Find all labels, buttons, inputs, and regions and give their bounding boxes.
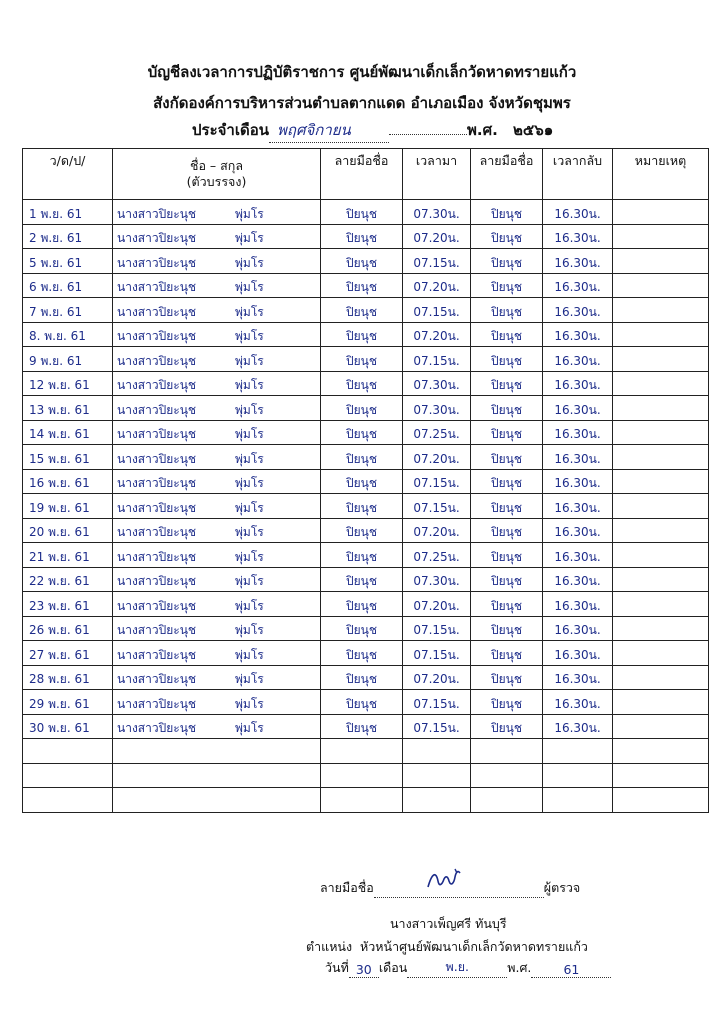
row-time-out: 16.30น. xyxy=(543,420,613,445)
row-name xyxy=(113,371,321,396)
row-time-in: 07.20น. xyxy=(403,273,471,298)
row-sign-out: ปิยนุช xyxy=(471,298,543,323)
table-row xyxy=(23,371,709,396)
row-first-name: นางสาวปิยะนุช xyxy=(117,623,197,637)
row-name xyxy=(113,469,321,494)
row-time-out: 16.30น. xyxy=(543,249,613,274)
row-sign-in: ปิยนุช xyxy=(321,445,403,470)
row-remark xyxy=(613,224,709,249)
table-row xyxy=(23,347,709,372)
row-first-name: นางสาวปิยะนุช xyxy=(117,353,197,368)
row-date: 27 พ.ย. 61 xyxy=(23,641,113,666)
form-subtitle: สังกัดองค์การบริหารส่วนตำบลตากแดด อำเภอเมือง จังหวัดชุมพร xyxy=(153,94,571,112)
row-time-out: 16.30น. xyxy=(543,714,613,739)
row-first-name: นางสาวปิยะนุช xyxy=(117,574,197,588)
row-remark xyxy=(613,298,709,323)
row-name xyxy=(113,690,321,715)
row-time-in: 07.15น. xyxy=(403,469,471,494)
row-sign-out: ปิยนุช xyxy=(471,469,543,494)
row-last-name: พุ่มโร xyxy=(235,525,264,539)
date-line xyxy=(325,957,611,978)
row-remark xyxy=(613,788,709,813)
row-time-out: 16.30น. xyxy=(543,543,613,568)
table-row xyxy=(23,518,709,543)
row-time-out: 16.30น. xyxy=(543,445,613,470)
row-sign-in: ปิยนุช xyxy=(321,592,403,617)
table-row xyxy=(23,273,709,298)
month-label: ประจำเดือน xyxy=(192,121,269,139)
row-last-name: พุ่มโร xyxy=(235,255,264,270)
position-line xyxy=(306,937,588,957)
row-last-name: พุ่มโร xyxy=(235,304,264,319)
row-date: 13 พ.ย. 61 xyxy=(23,396,113,421)
table-row xyxy=(23,298,709,323)
row-date: 14 พ.ย. 61 xyxy=(23,420,113,445)
table-row xyxy=(23,690,709,715)
row-first-name: นางสาวปิยะนุช xyxy=(117,598,197,613)
row-time-in: 07.30น. xyxy=(403,371,471,396)
row-last-name: พุ่มโร xyxy=(235,623,264,637)
row-time-out: 16.30น. xyxy=(543,224,613,249)
row-date: 15 พ.ย. 61 xyxy=(23,445,113,470)
row-time-out: 16.30น. xyxy=(543,396,613,421)
row-time-out: 16.30น. xyxy=(543,273,613,298)
row-date xyxy=(23,763,113,788)
row-date: 30 พ.ย. 61 xyxy=(23,714,113,739)
row-time-in xyxy=(403,739,471,764)
row-sign-out: ปิยนุช xyxy=(471,518,543,543)
row-last-name: พุ่มโร xyxy=(235,206,264,221)
row-first-name: นางสาวปิยะนุช xyxy=(117,329,197,343)
row-last-name: พุ่มโร xyxy=(235,231,264,245)
row-date: 29 พ.ย. 61 xyxy=(23,690,113,715)
row-sign-out: ปิยนุช xyxy=(471,396,543,421)
row-remark xyxy=(613,592,709,617)
row-name xyxy=(113,788,321,813)
row-first-name: นางสาวปิยะนุช xyxy=(117,378,197,392)
row-first-name: นางสาวปิยะนุช xyxy=(117,525,197,539)
row-last-name: พุ่มโร xyxy=(235,353,264,368)
row-first-name: นางสาวปิยะนุช xyxy=(117,304,197,319)
row-remark xyxy=(613,690,709,715)
row-time-out xyxy=(543,739,613,764)
row-remark xyxy=(613,322,709,347)
form-title: บัญชีลงเวลาการปฏิบัติราชการ ศูนย์พัฒนาเด็กเล็กวัดหาดทรายแก้ว xyxy=(147,63,577,81)
row-time-in: 07.15น. xyxy=(403,616,471,641)
checker-label: ผู้ตรวจ xyxy=(543,880,581,895)
row-time-in: 07.30น. xyxy=(403,567,471,592)
position-value: หัวหน้าศูนย์พัฒนาเด็กเล็กวัดหาดทรายแก้ว xyxy=(360,939,588,954)
row-last-name: พุ่มโร xyxy=(235,329,264,343)
row-time-in: 07.15น. xyxy=(403,494,471,519)
row-time-out: 16.30น. xyxy=(543,371,613,396)
table-row xyxy=(23,616,709,641)
row-sign-out: ปิยนุช xyxy=(471,322,543,347)
row-last-name: พุ่มโร xyxy=(235,500,264,515)
row-sign-out: ปิยนุช xyxy=(471,641,543,666)
row-time-out: 16.30น. xyxy=(543,616,613,641)
row-sign-in: ปิยนุช xyxy=(321,322,403,347)
row-date: 9 พ.ย. 61 xyxy=(23,347,113,372)
row-remark xyxy=(613,249,709,274)
row-sign-in: ปิยนุช xyxy=(321,249,403,274)
col-name: ชื่อ – สกุล (ตัวบรรจง) xyxy=(113,149,321,200)
row-last-name: พุ่มโร xyxy=(235,378,264,392)
row-first-name: นางสาวปิยะนุช xyxy=(117,672,197,686)
row-time-in: 07.25น. xyxy=(403,543,471,568)
row-sign-out: ปิยนุช xyxy=(471,200,543,225)
date-year: 61 xyxy=(531,962,611,978)
row-time-in xyxy=(403,788,471,813)
row-remark xyxy=(613,763,709,788)
col-name-note: (ตัวบรรจง) xyxy=(186,174,247,189)
row-sign-in: ปิยนุช xyxy=(321,494,403,519)
row-date: 8. พ.ย. 61 xyxy=(23,322,113,347)
col-date: ว/ด/ป/ xyxy=(23,149,113,200)
year-value: ๒๕๖๑ xyxy=(513,121,554,139)
row-date xyxy=(23,788,113,813)
row-sign-in: ปิยนุช xyxy=(321,371,403,396)
row-sign-out: ปิยนุช xyxy=(471,273,543,298)
row-time-out: 16.30น. xyxy=(543,200,613,225)
row-sign-out: ปิยนุช xyxy=(471,371,543,396)
row-last-name: พุ่มโร xyxy=(235,549,264,564)
month-value: พฤศจิกายน xyxy=(276,121,351,139)
row-sign-in: ปิยนุช xyxy=(321,273,403,298)
row-first-name: นางสาวปิยะนุช xyxy=(117,231,197,245)
row-time-in: 07.15น. xyxy=(403,347,471,372)
row-sign-out: ปิยนุช xyxy=(471,420,543,445)
row-last-name: พุ่มโร xyxy=(235,598,264,613)
row-sign-in: ปิยนุช xyxy=(321,298,403,323)
row-first-name: นางสาวปิยะนุช xyxy=(117,647,197,662)
year-label-footer: พ.ศ. xyxy=(507,960,532,975)
row-time-out xyxy=(543,788,613,813)
inspector-signature xyxy=(424,867,464,893)
row-last-name: พุ่มโร xyxy=(235,721,264,735)
row-sign-in: ปิยนุช xyxy=(321,616,403,641)
row-time-out: 16.30น. xyxy=(543,567,613,592)
row-date: 2 พ.ย. 61 xyxy=(23,224,113,249)
row-time-out: 16.30น. xyxy=(543,592,613,617)
row-name xyxy=(113,714,321,739)
table-row xyxy=(23,567,709,592)
row-sign-out: ปิยนุช xyxy=(471,592,543,617)
row-sign-out: ปิยนุช xyxy=(471,224,543,249)
row-remark xyxy=(613,420,709,445)
row-date: 7 พ.ย. 61 xyxy=(23,298,113,323)
row-sign-out: ปิยนุช xyxy=(471,445,543,470)
row-time-out: 16.30น. xyxy=(543,469,613,494)
row-time-in: 07.20น. xyxy=(403,665,471,690)
inspector-name: นางสาวเพ็ญศรี ทันบุรี xyxy=(390,916,507,931)
row-sign-in: ปิยนุช xyxy=(321,665,403,690)
row-time-in: 07.30น. xyxy=(403,396,471,421)
row-remark xyxy=(613,347,709,372)
row-name xyxy=(113,739,321,764)
row-sign-out xyxy=(471,788,543,813)
row-name xyxy=(113,347,321,372)
row-time-in: 07.15น. xyxy=(403,641,471,666)
row-date: 28 พ.ย. 61 xyxy=(23,665,113,690)
row-remark xyxy=(613,567,709,592)
row-sign-out: ปิยนุช xyxy=(471,347,543,372)
table-row xyxy=(23,665,709,690)
row-time-in: 07.15น. xyxy=(403,714,471,739)
row-last-name: พุ่มโร xyxy=(235,672,264,686)
table-row xyxy=(23,788,709,813)
row-last-name: พุ่มโร xyxy=(235,280,264,294)
row-last-name: พุ่มโร xyxy=(235,402,264,417)
row-remark xyxy=(613,641,709,666)
row-remark xyxy=(613,616,709,641)
row-time-in: 07.15น. xyxy=(403,298,471,323)
row-date: 26 พ.ย. 61 xyxy=(23,616,113,641)
row-sign-in xyxy=(321,739,403,764)
row-first-name: นางสาวปิยะนุช xyxy=(117,451,197,466)
row-sign-in: ปิยนุช xyxy=(321,518,403,543)
row-time-in: 07.20น. xyxy=(403,518,471,543)
row-sign-out xyxy=(471,763,543,788)
row-sign-in: ปิยนุช xyxy=(321,567,403,592)
row-last-name: พุ่มโร xyxy=(235,647,264,662)
row-time-in: 07.20น. xyxy=(403,592,471,617)
table-row xyxy=(23,763,709,788)
row-first-name: นางสาวปิยะนุช xyxy=(117,427,197,441)
table-row xyxy=(23,641,709,666)
row-time-out: 16.30น. xyxy=(543,322,613,347)
row-sign-in: ปิยนุช xyxy=(321,200,403,225)
row-sign-out: ปิยนุช xyxy=(471,567,543,592)
row-remark xyxy=(613,445,709,470)
table-row xyxy=(23,494,709,519)
row-remark xyxy=(613,469,709,494)
row-remark xyxy=(613,494,709,519)
row-date xyxy=(23,739,113,764)
row-name xyxy=(113,592,321,617)
row-sign-in: ปิยนุช xyxy=(321,396,403,421)
row-sign-in xyxy=(321,763,403,788)
row-time-out: 16.30น. xyxy=(543,641,613,666)
table-row xyxy=(23,469,709,494)
row-remark xyxy=(613,518,709,543)
row-last-name: พุ่มโร xyxy=(235,427,264,441)
row-time-in: 07.30น. xyxy=(403,200,471,225)
row-name xyxy=(113,543,321,568)
row-name xyxy=(113,665,321,690)
row-name xyxy=(113,420,321,445)
row-sign-out: ปิยนุช xyxy=(471,690,543,715)
row-first-name: นางสาวปิยะนุช xyxy=(117,280,197,294)
row-last-name: พุ่มโร xyxy=(235,476,264,490)
row-remark xyxy=(613,371,709,396)
table-row xyxy=(23,224,709,249)
row-time-out: 16.30น. xyxy=(543,665,613,690)
row-time-in: 07.25น. xyxy=(403,420,471,445)
row-name xyxy=(113,249,321,274)
row-time-in: 07.15น. xyxy=(403,249,471,274)
row-name xyxy=(113,298,321,323)
row-remark xyxy=(613,543,709,568)
table-row xyxy=(23,420,709,445)
col-time-out: เวลากลับ xyxy=(543,149,613,200)
row-name xyxy=(113,641,321,666)
row-sign-in: ปิยนุช xyxy=(321,347,403,372)
row-sign-out: ปิยนุช xyxy=(471,494,543,519)
row-first-name: นางสาวปิยะนุช xyxy=(117,476,197,490)
row-sign-in: ปิยนุช xyxy=(321,543,403,568)
date-label: วันที่ xyxy=(325,960,349,975)
row-sign-out: ปิยนุช xyxy=(471,249,543,274)
row-time-out: 16.30น. xyxy=(543,347,613,372)
row-name xyxy=(113,200,321,225)
row-remark xyxy=(613,200,709,225)
table-row xyxy=(23,543,709,568)
row-name xyxy=(113,567,321,592)
position-label: ตำแหน่ง xyxy=(306,939,353,954)
table-row xyxy=(23,714,709,739)
row-remark xyxy=(613,714,709,739)
signature-line xyxy=(320,878,620,898)
row-name xyxy=(113,445,321,470)
row-sign-out: ปิยนุช xyxy=(471,543,543,568)
row-sign-in: ปิยนุช xyxy=(321,714,403,739)
row-sign-out: ปิยนุช xyxy=(471,714,543,739)
year-label: พ.ศ. xyxy=(466,121,498,139)
month-label-footer: เดือน xyxy=(378,960,408,975)
row-time-out: 16.30น. xyxy=(543,518,613,543)
row-remark xyxy=(613,396,709,421)
row-sign-out xyxy=(471,739,543,764)
row-date: 21 พ.ย. 61 xyxy=(23,543,113,568)
row-first-name: นางสาวปิยะนุช xyxy=(117,721,197,735)
row-date: 16 พ.ย. 61 xyxy=(23,469,113,494)
col-remark: หมายเหตุ xyxy=(613,149,709,200)
row-name xyxy=(113,224,321,249)
col-sign-out: ลายมือชื่อ xyxy=(471,149,543,200)
row-date: 6 พ.ย. 61 xyxy=(23,273,113,298)
row-first-name: นางสาวปิยะนุช xyxy=(117,206,197,221)
sign-label: ลายมือชื่อ xyxy=(320,880,374,895)
row-name xyxy=(113,396,321,421)
row-name xyxy=(113,763,321,788)
row-first-name: นางสาวปิยะนุช xyxy=(117,402,197,417)
table-row xyxy=(23,249,709,274)
attendance-table xyxy=(22,148,709,813)
row-sign-out: ปิยนุช xyxy=(471,665,543,690)
table-header-row xyxy=(23,149,709,200)
row-last-name: พุ่มโร xyxy=(235,574,264,588)
signature-field xyxy=(374,883,544,898)
row-time-out: 16.30น. xyxy=(543,494,613,519)
table-row xyxy=(23,739,709,764)
row-sign-in xyxy=(321,788,403,813)
row-sign-in: ปิยนุช xyxy=(321,224,403,249)
row-sign-in: ปิยนุช xyxy=(321,420,403,445)
table-row xyxy=(23,445,709,470)
row-time-in xyxy=(403,763,471,788)
row-date: 22 พ.ย. 61 xyxy=(23,567,113,592)
row-remark xyxy=(613,665,709,690)
row-last-name: พุ่มโร xyxy=(235,696,264,711)
col-time-in: เวลามา xyxy=(403,149,471,200)
row-sign-in: ปิยนุช xyxy=(321,641,403,666)
row-name xyxy=(113,494,321,519)
row-time-in: 07.20น. xyxy=(403,322,471,347)
row-remark xyxy=(613,739,709,764)
row-time-in: 07.15น. xyxy=(403,690,471,715)
row-first-name: นางสาวปิยะนุช xyxy=(117,696,197,711)
date-month: พ.ย. xyxy=(407,957,507,978)
table-row xyxy=(23,322,709,347)
month-line xyxy=(192,118,592,143)
table-body xyxy=(23,200,709,813)
row-first-name: นางสาวปิยะนุช xyxy=(117,500,197,515)
row-name xyxy=(113,518,321,543)
row-date: 23 พ.ย. 61 xyxy=(23,592,113,617)
row-sign-in: ปิยนุช xyxy=(321,469,403,494)
row-time-out: 16.30น. xyxy=(543,298,613,323)
date-day: 30 xyxy=(349,962,379,978)
table-row xyxy=(23,200,709,225)
row-name xyxy=(113,616,321,641)
row-remark xyxy=(613,273,709,298)
row-time-in: 07.20น. xyxy=(403,445,471,470)
row-time-in: 07.20น. xyxy=(403,224,471,249)
row-date: 12 พ.ย. 61 xyxy=(23,371,113,396)
row-date: 5 พ.ย. 61 xyxy=(23,249,113,274)
row-first-name: นางสาวปิยะนุช xyxy=(117,549,197,564)
row-date: 19 พ.ย. 61 xyxy=(23,494,113,519)
row-date: 20 พ.ย. 61 xyxy=(23,518,113,543)
table-row xyxy=(23,396,709,421)
row-time-out: 16.30น. xyxy=(543,690,613,715)
row-name xyxy=(113,322,321,347)
row-sign-out: ปิยนุช xyxy=(471,616,543,641)
table-row xyxy=(23,592,709,617)
row-last-name: พุ่มโร xyxy=(235,451,264,466)
row-date: 1 พ.ย. 61 xyxy=(23,200,113,225)
row-first-name: นางสาวปิยะนุช xyxy=(117,255,197,270)
row-sign-in: ปิยนุช xyxy=(321,690,403,715)
row-time-out xyxy=(543,763,613,788)
row-name xyxy=(113,273,321,298)
col-sign-in: ลายมือชื่อ xyxy=(321,149,403,200)
